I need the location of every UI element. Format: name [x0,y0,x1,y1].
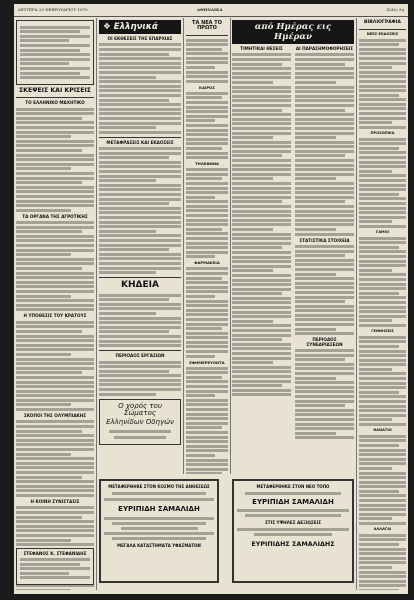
banner-ornament-icon: ❖ [103,22,114,32]
funeral-heading: ΚΗΔΕΙΑ [121,280,159,291]
ad-name: ΕΥΡΙΠΙΔΗ ΣΑΜΑΛΙΔΗ [252,498,334,506]
subheading: ΣΚΟΠΟΙ ΤΗΣ ΟΛΥΜΠΙΑΚΗΣ [23,413,87,419]
subheading: ΤΑ ΟΡΓΑΝΑ ΤΗΣ ΑΓΡΟΤΙΚΗΣ [22,213,88,219]
subheading: ΣΤΑΤΙΣΤΙΚΑ ΣΤΟΙΧΕΙΑ [299,237,350,243]
column-1 [16,18,94,590]
note-heading: ΕΦΗΜΕΡΕΥΟΝΤΑ [189,359,225,365]
section-banner: ❖ Ελληνικά [99,20,181,34]
header-paper: ΑΘΗΝΑΙΚΑ [197,7,223,12]
subheading: ΟΙ ΕΚΘΕΣΕΙΣ ΤΗΣ ΕΠΑΡΧΙΑΣ [107,36,173,41]
subheading: Η ΚΟΙΝΗ ΣΥΝΙΣΤΑΣΙΣ [30,498,80,504]
note-heading: ΤΗΛΕΦΩΝΑ [195,161,219,167]
subheading: ΤΟ ΕΛΛΗΝΙΚΟ ΜΑΧΗΤΙΚΟ [25,100,85,106]
note-heading: ΚΑΙΡΟΣ [199,84,215,90]
column-5 [295,44,354,441]
column-3 [186,18,228,474]
column-title: ΣΚΕΨΕΙΣ ΚΑΙ ΚΡΙΣΕΙΣ [18,86,92,94]
list-heading: ΓΑΜΟΙ [375,229,390,234]
chorus-line-2: Ελληνίδων Οδηγών [106,418,174,427]
note-heading: ΦΑΡΜΑΚΕΙΑ [194,260,220,266]
header-page: Σελίς 5η [386,7,404,12]
newspaper-page [14,4,408,594]
masthead-box [16,20,94,85]
column-4-5 [232,18,354,474]
header-date: ΔΕΥΤΕΡΑ 23 ΦΕΒΡΟΥΑΡΙΟΥ 1970 [18,7,88,12]
ad-subheading: ΣΤΙΣ ΥΨΗΛΕΣ ΔΕΞΙΩΣΕΙΣ [264,520,322,525]
advertisement-left [99,479,219,583]
chorus-line-1: Ο χορός του Σώματος [118,401,162,417]
classified-ad [16,548,94,585]
column-title: ΤΑ ΝΕΑ ΤΟ ΠΡΩΤΟ [192,20,222,32]
section-banner: από Ημέρας εις Ημέραν [232,20,354,44]
ad-heading: ΜΕΤΑΦΕΡΘΗΚΕ ΣΤΟΝ ΝΕΟ ΤΟΠΟ [256,484,330,489]
subheading: ΑΙ ΠΑΡΑΣΗΜΟΦΟΡΗΣΕΙΣ [295,46,354,51]
subheading: ΠΕΡΙΟΔΟΣ ΕΡΓΑΣΙΩΝ [115,353,165,359]
list-heading: ΘΑΝΑΤΟΙ [373,428,392,432]
ad-title: ΣΤΕΦΑΝΟΣ Κ. ΣΤΕΦΑΝΙΔΗΣ [23,550,87,556]
page-header [14,4,408,17]
column-title: ΒΙΒΛΙΟΓΡΑΦΙΑ [364,20,401,25]
column-6 [359,18,406,590]
list-heading: ΓΕΝΝΗΣΕΙΣ [371,328,394,333]
list-heading: ΝΕΕΣ ΕΚΔΟΣΕΙΣ [366,31,399,36]
ad-footer: ΕΥΡΙΠΙΔΗΣ ΣΑΜΑΛΙΔΗΣ [251,540,335,548]
ad-footer: ΜΕΓΑΛΑ ΚΑΤΑΣΤΗΜΑΤΑ ΥΦΑΣΜΑΤΩΝ [117,543,201,548]
chorus-ad [99,399,181,445]
list-heading: ΑΛΛΑΓΑΙ [373,527,392,532]
list-heading: ΠΡΟΣΩΠΙΚΑ [370,130,395,135]
ad-heading: ΜΕΤΑΦΕΡΘΗΚΕ ΣΤΟΝ ΚΟΣΜΟ ΤΗΣ ΑΝΘΕΣΕΩΣ [108,484,210,489]
subheading: ΤΙΜΗΤΙΚΑΙ ΘΕΣΕΙΣ [240,46,283,51]
subheading: ΠΕΡΙΟΔΟΣ ΣΥΝΕΔΡΙΑΣΕΩΝ [306,337,343,347]
subheading: Η ΥΠΟΘΕΣΙΣ ΤΟΥ ΚΡΑΤΟΥΣ [23,313,87,319]
subheading: ΜΕΤΑΦΡΑΣΕΙΣ ΚΑΙ ΕΚΔΟΣΕΙΣ [106,139,174,145]
column-2 [99,18,181,474]
column-4 [232,44,291,441]
advertisement-right [232,479,354,583]
ad-name: ΕΥΡΙΠΙΔΗ ΣΑΜΑΛΙΔΗ [118,505,200,513]
